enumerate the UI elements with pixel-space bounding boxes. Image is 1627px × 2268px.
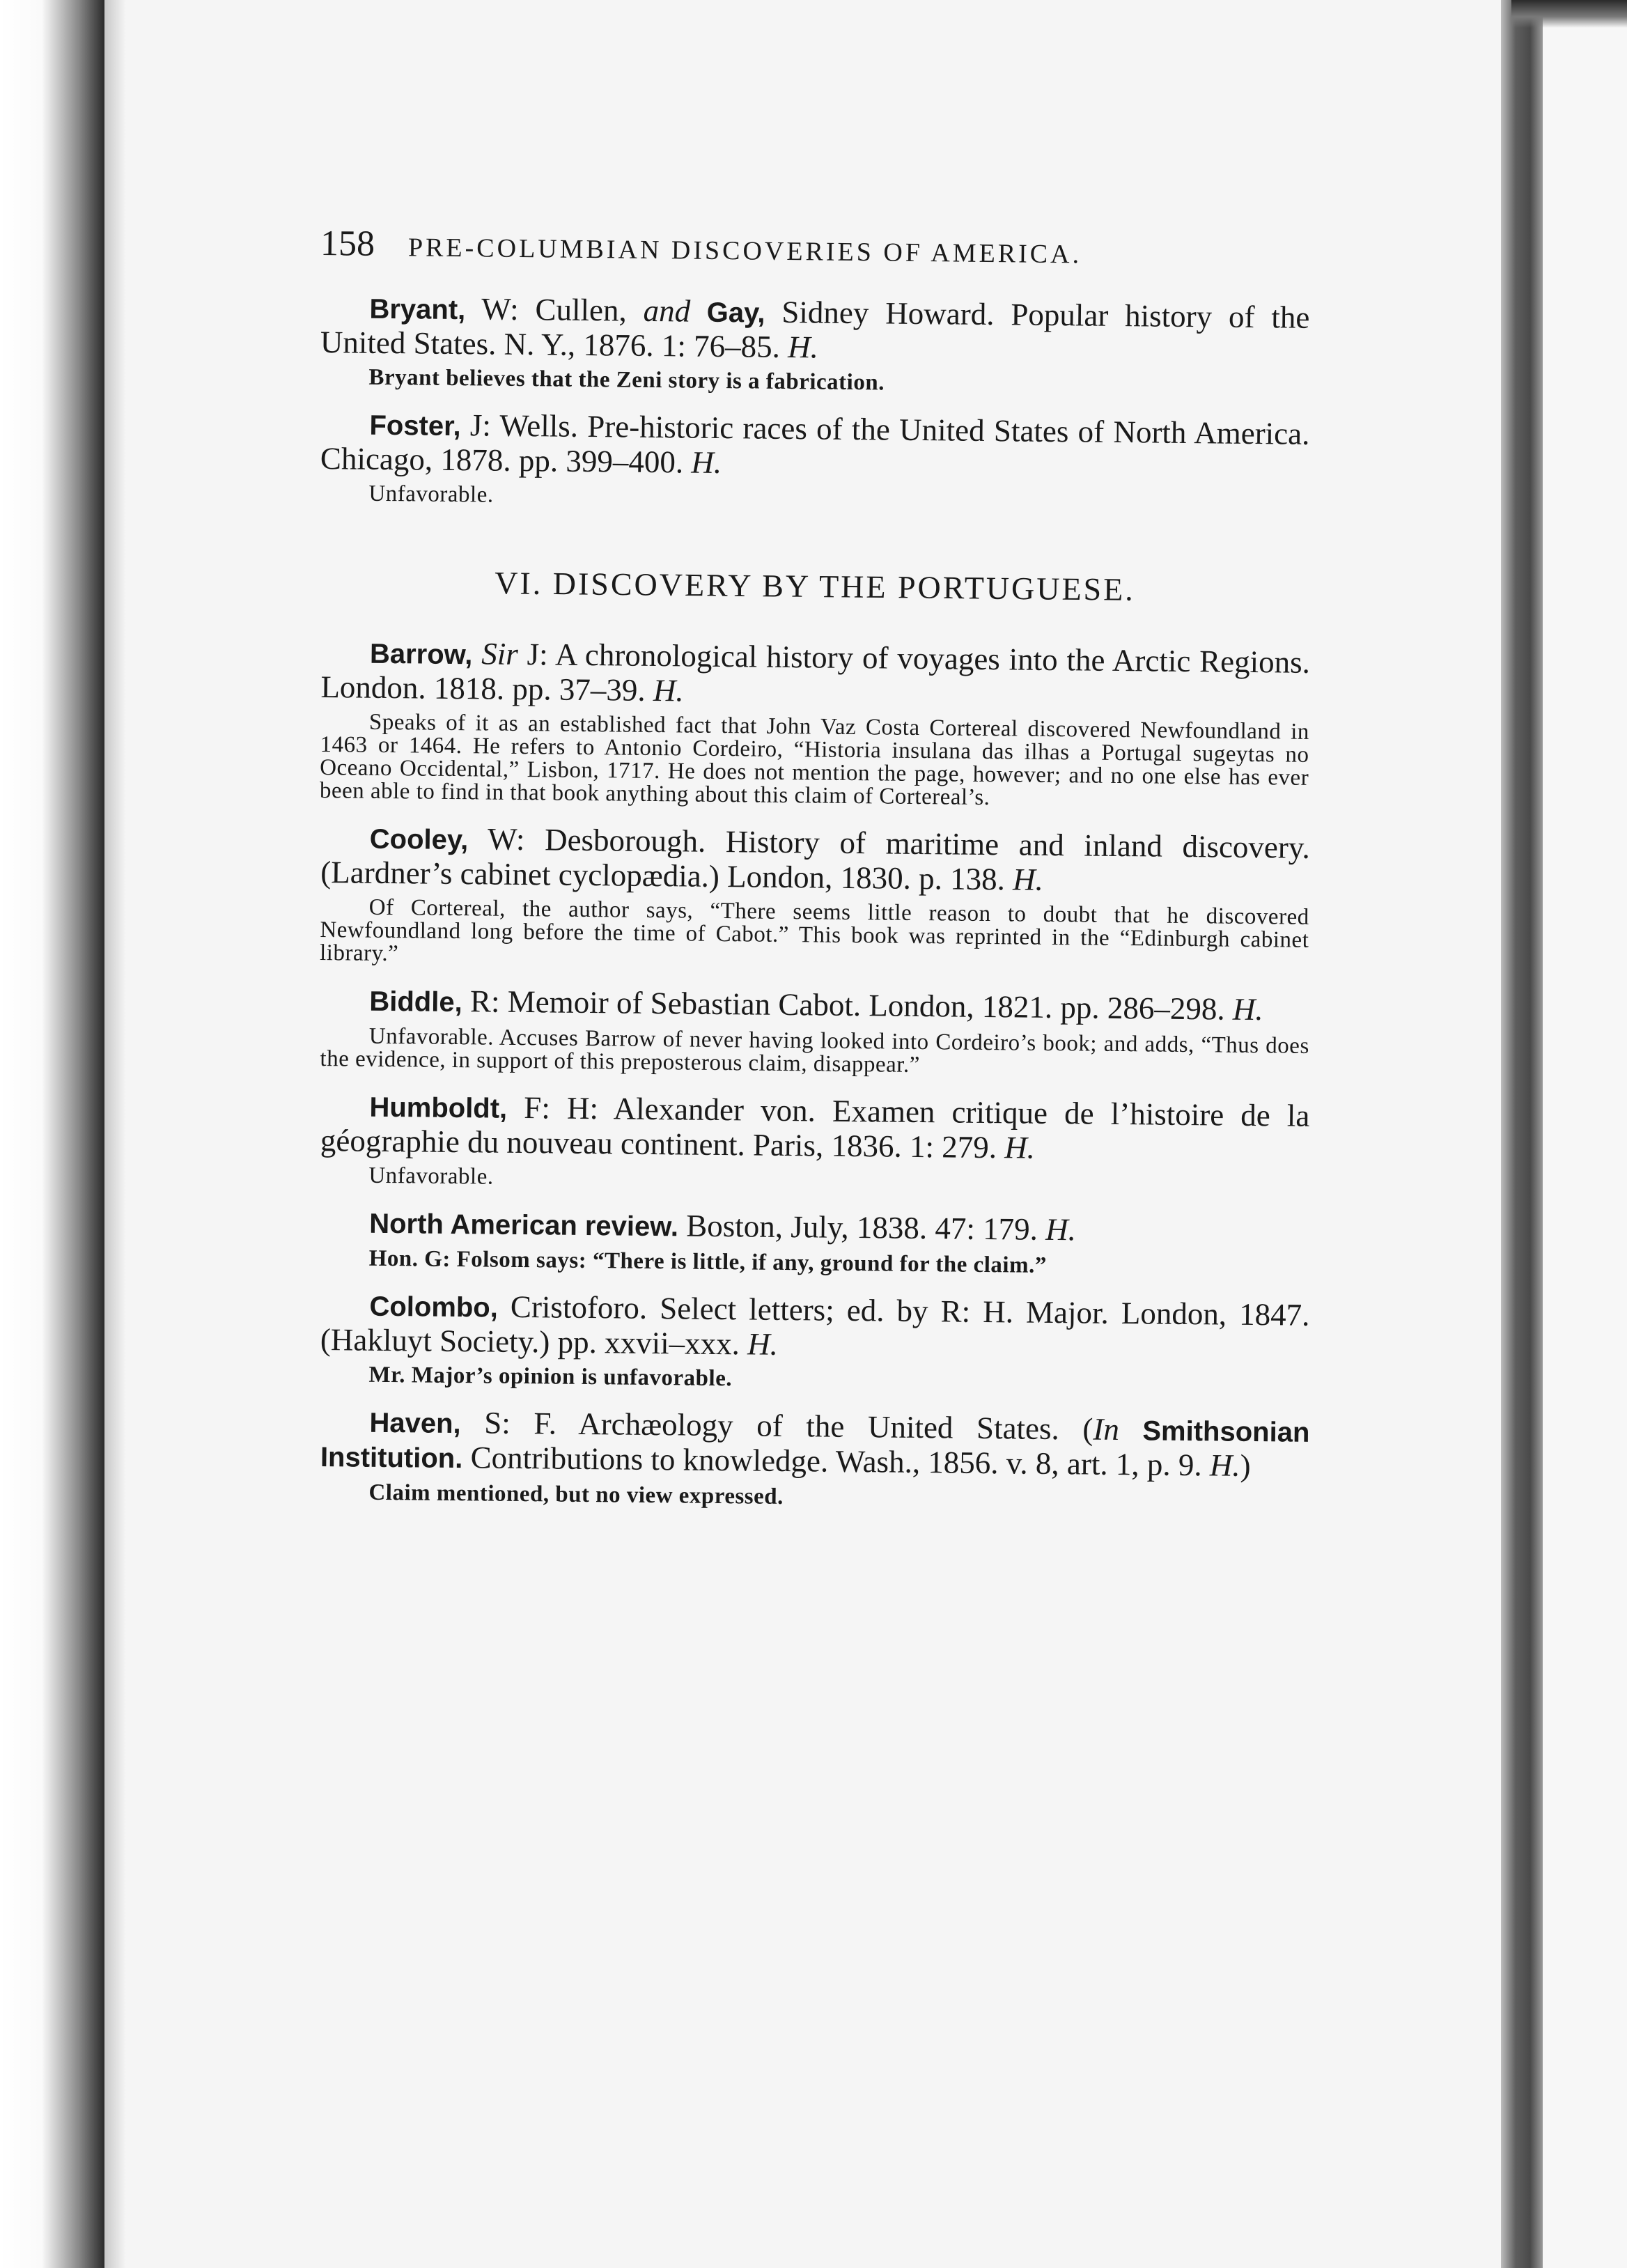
citation — [320, 1404, 1310, 1484]
library-mark: H. — [747, 1326, 779, 1362]
citation-text: S: F. Archæology of the United States. ( — [460, 1405, 1093, 1447]
author-name: Humboldt, — [369, 1092, 508, 1124]
citation — [320, 290, 1310, 369]
section-heading: VI. DISCOVERY BY THE PORTUGUESE. — [494, 565, 1136, 607]
annotation: Hon. G: Folsom says: “There is little, if any, ground for the claim.” — [368, 1245, 1047, 1278]
citation — [320, 821, 1310, 899]
author-name: Haven, — [369, 1407, 461, 1440]
citation-italic: Sir — [472, 636, 519, 671]
citation — [320, 1205, 1309, 1250]
citation-text: R: Memoir of Sebastian Cabot. London, 1821. pp. 286–298. — [462, 984, 1233, 1027]
running-head — [320, 223, 1310, 274]
library-mark: H. — [1209, 1447, 1240, 1483]
periodical-title: North American review. — [368, 1208, 679, 1243]
citation — [320, 1089, 1310, 1167]
facing-page-edge — [1543, 0, 1627, 2268]
bibliography-entry — [320, 1205, 1310, 1280]
citation — [320, 983, 1309, 1028]
library-mark: H. — [1004, 1130, 1036, 1165]
bibliography-entry — [320, 1288, 1309, 1397]
page-number: 158 — [320, 224, 375, 264]
author-name: Foster, — [369, 410, 461, 442]
library-mark: H. — [1012, 862, 1044, 897]
citation-text: Cristoforo. Select letters; ed. by R: H. Major. London, 1847. (Hakluyt Society.) pp. xxvii–xxx. — [320, 1289, 1310, 1362]
citation-italic: In — [1093, 1411, 1120, 1447]
citation-text: J: A chronological history of voyages into the Arctic Regions. London. 1818. pp. 37–39. — [320, 636, 1311, 708]
author-name: Cooley, — [369, 823, 469, 856]
citation-text: Sidney Howard. Popular history of the United States. N. Y., 1876. 1: 76–85. — [320, 294, 1310, 365]
annotation: Speaks of it as an established fact that John Vaz Costa Cortereal discovered Newfoundland in 1463 or 1464. He refers to Antonio Cordeiro, “Historia insulana das ilhas a Portugal sugeytas no Oceano Occidental,” Lisbon, 1717. He does not mention the page, however; and no one else has ever been able to find in that book anything about this claim of Cortereal’s. — [319, 709, 1310, 811]
author-name: Colombo, — [369, 1291, 499, 1323]
page-content — [320, 223, 1309, 1522]
author-name: Gay, — [690, 297, 765, 329]
bibliography-entry — [320, 1404, 1309, 1514]
author-name: Bryant, — [369, 293, 466, 326]
citation-text: ) — [1240, 1447, 1251, 1483]
citation-text: J: Wells. Pre-historic races of the United States of North America. Chicago, 1878. pp. 399–400. — [320, 407, 1310, 480]
citation-text: Boston, July, 1838. 47: 179. — [678, 1208, 1046, 1247]
citation-text: F: H: Alexander von. Examen critique de l’histoire de la géographie du nouveau continent. Paris, 1836. 1: 279. — [320, 1089, 1310, 1165]
citation — [320, 1288, 1310, 1367]
annotation: Mr. Major’s opinion is unfavorable. — [368, 1362, 733, 1392]
bibliography-entry — [320, 983, 1309, 1081]
library-mark: H. — [1045, 1211, 1077, 1248]
institution-name: Smithsonian Institution. — [320, 1415, 1310, 1475]
annotation: Claim mentioned, but no view expressed. — [368, 1479, 784, 1509]
bibliography-entry — [320, 290, 1309, 399]
library-mark: H. — [787, 329, 819, 365]
citation — [320, 635, 1310, 714]
citation-text: W: Desborough. History of maritime and inland discovery. (Lardner’s cabinet cyclopædia.) London, 1830. p. 138. — [320, 821, 1311, 897]
citation-text: Contributions to knowledge. Wash., 1856. v. 8, art. 1, p. 9. — [462, 1440, 1210, 1483]
bibliography-entry — [320, 635, 1310, 813]
annotation: Unfavorable. — [368, 481, 494, 508]
citation — [320, 407, 1310, 486]
bibliography-entry — [320, 1089, 1309, 1197]
running-title: PRE-COLUMBIAN DISCOVERIES OF AMERICA. — [407, 233, 1082, 270]
library-mark: H. — [1232, 991, 1263, 1027]
annotation: Of Cortereal, the author says, “There seems little reason to doubt that he discovered Newfoundland long before the time of Cabot.” This book was reprinted in the “Edinburgh cabinet library.” — [319, 894, 1309, 967]
author-name: Barrow, — [369, 638, 473, 671]
bibliography-entry — [320, 407, 1309, 515]
annotation: Unfavorable. — [368, 1163, 494, 1190]
library-mark: H. — [691, 444, 722, 481]
scan-corner-shadow — [1511, 0, 1627, 28]
scan-binding-shadow — [104, 0, 125, 2268]
citation-text: W: Cullen, — [465, 291, 644, 328]
library-mark: H. — [653, 673, 684, 708]
author-name: Biddle, — [369, 986, 462, 1018]
citation-italic: and — [643, 293, 691, 329]
bibliography-entry — [320, 821, 1310, 975]
annotation: Unfavorable. Accuses Barrow of never having looked into Cordeiro’s book; and adds, “Thus does the evidence, in support of this preposterous claim, disappear.” — [320, 1023, 1309, 1078]
scan-right-gutter — [1501, 0, 1543, 2268]
scan-left-edge — [0, 0, 104, 2268]
annotation: Bryant believes that the Zeni story is a fabrication. — [368, 364, 885, 396]
